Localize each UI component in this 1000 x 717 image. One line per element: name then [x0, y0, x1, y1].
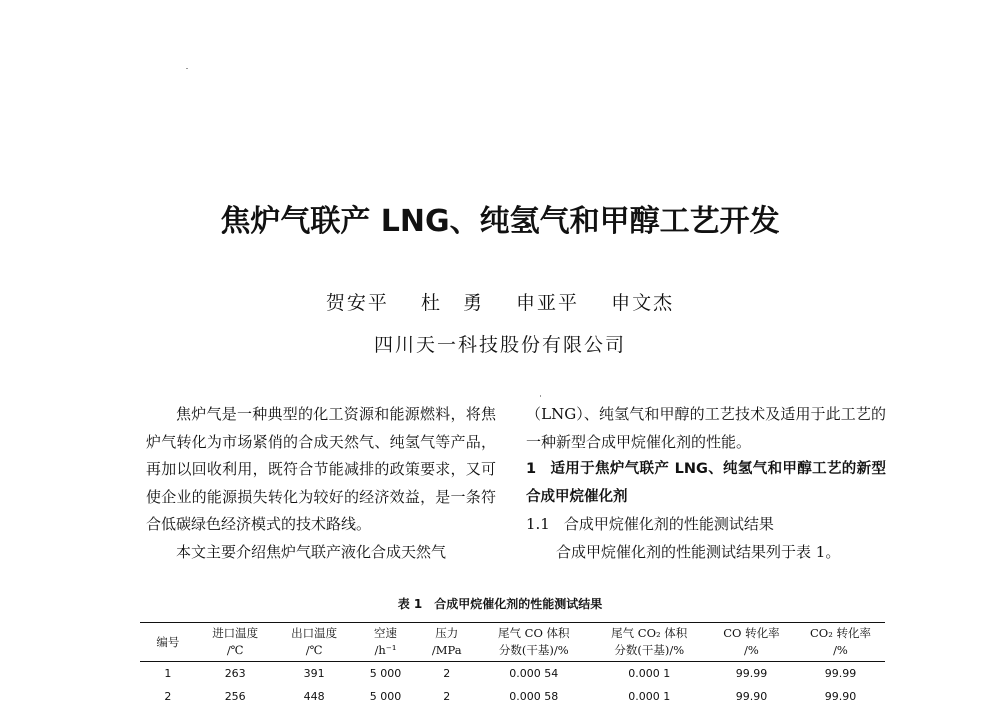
table-cell: 256: [224, 690, 246, 703]
table-header-cell: 尾气 CO₂ 体积 分数(干基)/%: [592, 623, 707, 662]
table-cell: 99.99: [824, 667, 857, 680]
author-name: 申文杰: [611, 292, 675, 314]
table-header-cell: CO 转化率 /%: [707, 623, 796, 662]
author-list: [0, 288, 1000, 315]
table-cell: 263: [224, 667, 246, 680]
author-name: 杜 勇: [420, 292, 484, 314]
author-name: 申亚平: [516, 292, 580, 314]
body-paragraph: 合成甲烷催化剂的性能测试结果列于表 1。: [556, 542, 841, 561]
table-header-cell: CO₂ 转化率 /%: [796, 623, 885, 662]
table-row: [140, 662, 885, 686]
table-header-cell: 尾气 CO 体积 分数(干基)/%: [476, 623, 591, 662]
table-caption-text: 合成甲烷催化剂的性能测试结果: [434, 597, 603, 611]
affiliation: 四川天一科技股份有限公司: [373, 334, 626, 356]
section-number: 1: [526, 461, 537, 477]
results-table: [140, 622, 885, 708]
paper-title: 焦炉气联产 LNG、纯氢气和甲醇工艺开发: [220, 204, 780, 239]
table-cell: 0.000 1: [628, 667, 671, 680]
table-cell: 1: [164, 667, 172, 680]
scan-speck: [186, 68, 188, 69]
table-cell: 99.99: [735, 667, 768, 680]
section-title: 适用于焦炉气联产 LNG、纯氢气和甲醇工艺的新型合成甲烷催化剂: [526, 461, 886, 505]
table-cell: 5 000: [369, 667, 402, 680]
table-cell: 0.000 58: [509, 690, 559, 703]
table-cell: 2: [443, 667, 451, 680]
table-header-cell: 编号: [140, 623, 196, 662]
subsection-title: 合成甲烷催化剂的性能测试结果: [563, 515, 774, 533]
subsection-heading: [526, 511, 886, 539]
intro-paragraph: 焦炉气是一种典型的化工资源和能源燃料，将焦炉气转化为市场紧俏的合成天然气、纯氢气等产品，再加以回收利用，既符合节能减排的政策要求，又可使企业的能源损失转化为较好的经济效益，是一条符合低碳绿色经济模式的技术路线。: [146, 405, 496, 533]
scan-speck: [540, 395, 541, 397]
left-column: [146, 401, 496, 566]
author-name: 贺安平: [325, 292, 389, 314]
table-cell: 391: [303, 667, 325, 680]
table-cell: 448: [303, 690, 325, 703]
right-column: [526, 401, 886, 566]
table-header-row: [140, 623, 885, 662]
table-cell: 99.90: [824, 690, 857, 703]
intro-paragraph: 本文主要介绍焦炉气联产液化合成天然气: [176, 542, 447, 561]
table-cell: 99.90: [735, 690, 768, 703]
continued-paragraph: （LNG）、纯氢气和甲醇的工艺技术及适用于此工艺的一种新型合成甲烷催化剂的性能。: [526, 405, 886, 451]
table-cell: 5 000: [369, 690, 402, 703]
table-header-cell: 出口温度 /℃: [275, 623, 354, 662]
table-caption-label: 表 1: [397, 597, 423, 611]
table-cell: 0.000 54: [509, 667, 559, 680]
table-cell: 2: [443, 690, 451, 703]
table-caption: [0, 595, 1000, 612]
subsection-number: 1.1: [526, 515, 550, 533]
table-header-cell: 压力 /MPa: [417, 623, 476, 662]
section-heading: [526, 456, 886, 511]
table-header-cell: 进口温度 /℃: [196, 623, 275, 662]
table-cell: 2: [164, 690, 172, 703]
table-row: [140, 685, 885, 708]
table-cell: 0.000 1: [628, 690, 671, 703]
table-header-cell: 空速 /h⁻¹: [354, 623, 418, 662]
